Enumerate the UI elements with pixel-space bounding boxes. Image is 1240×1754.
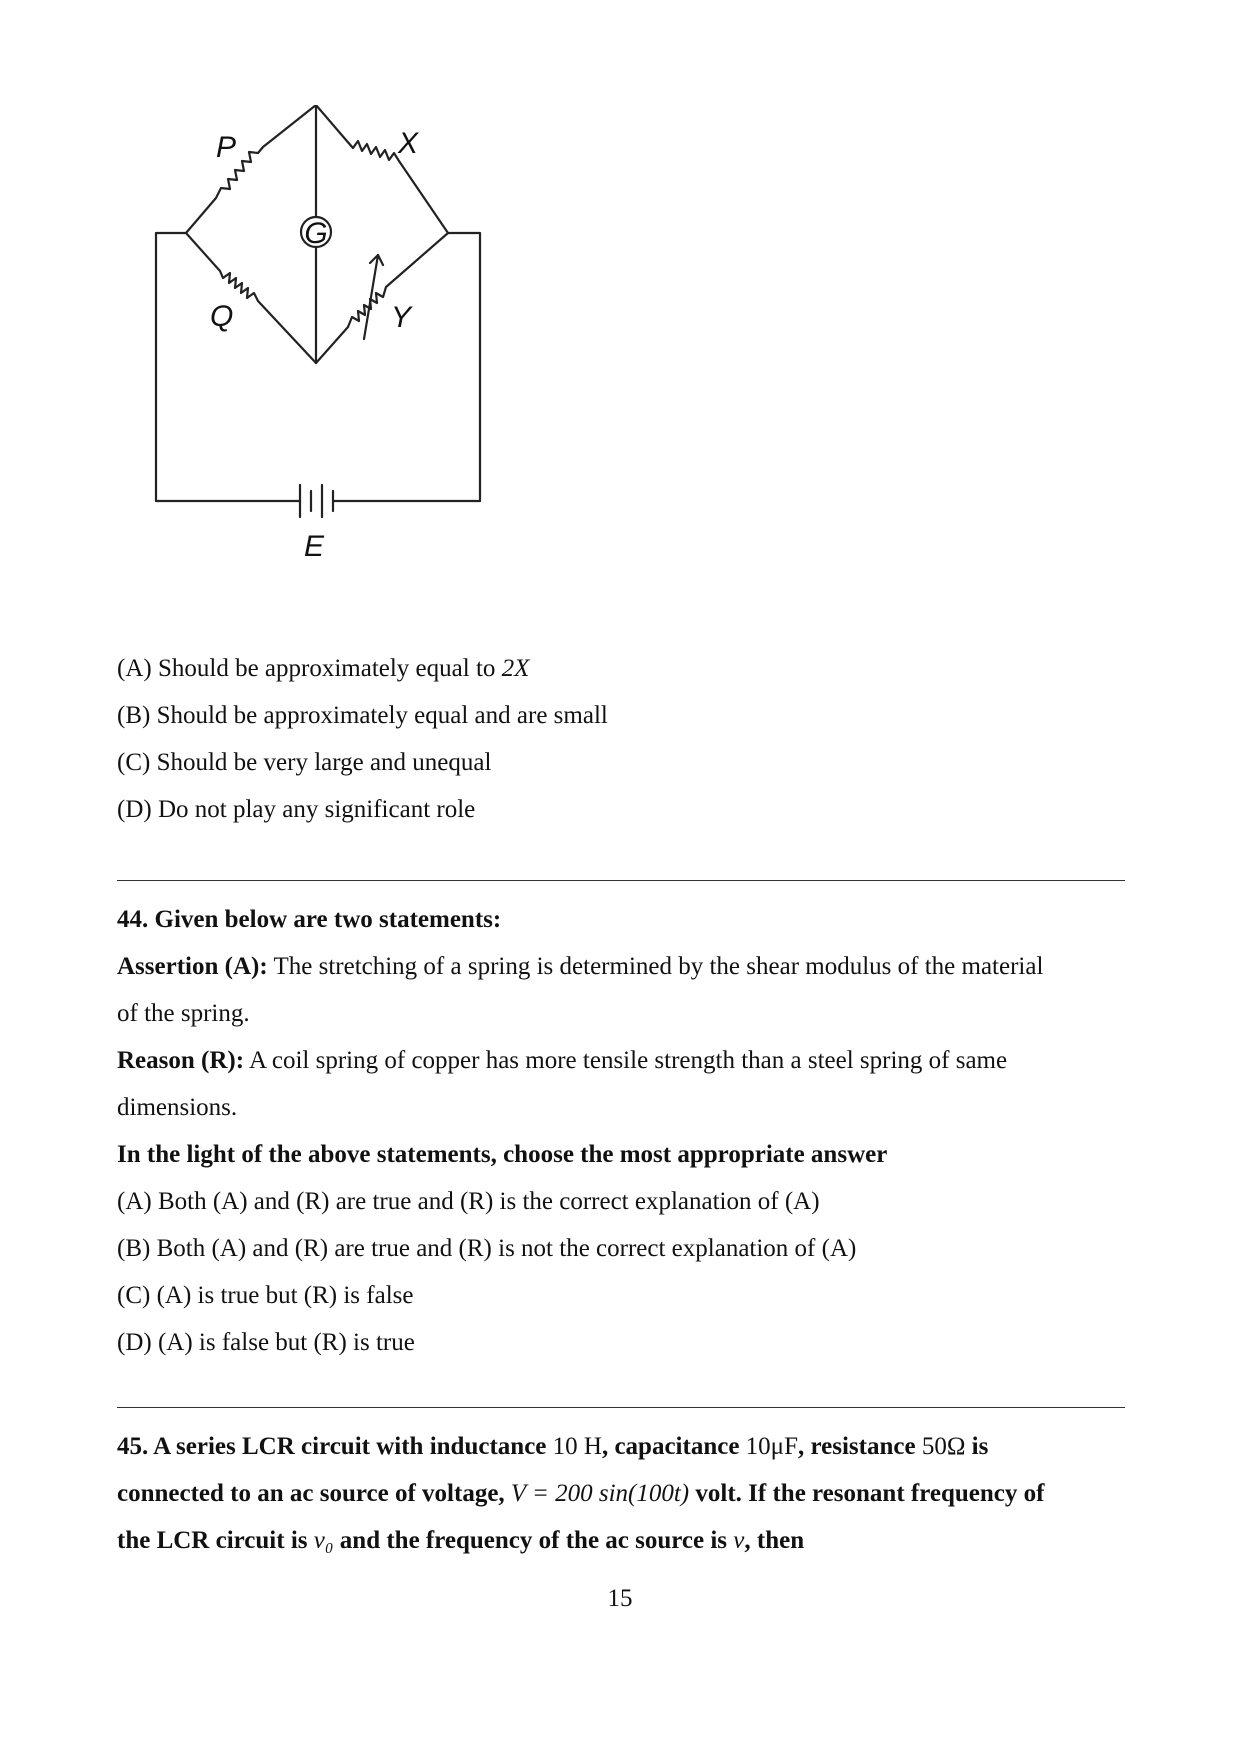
option-text: Both (A) and (R) are true and (R) is not the correct explanation of (A) — [156, 1235, 857, 1262]
resistor-x — [316, 105, 448, 233]
page-number: 15 — [607, 1585, 633, 1612]
q44-option-b[interactable] — [117, 1233, 856, 1265]
q44-option-d[interactable] — [117, 1327, 415, 1359]
label-y: Y — [391, 301, 412, 334]
q45-text: , resistance — [797, 1433, 916, 1460]
option-text: (A) is false but (R) is true — [157, 1329, 415, 1356]
q44-instruction: In the light of the above statements, choose the most appropriate answer — [117, 1141, 888, 1168]
wheatstone-bridge-diagram — [150, 105, 550, 635]
option-label: (D) — [117, 1329, 152, 1356]
option-text: Should be approximately equal and are small — [156, 702, 608, 729]
q43-option-b[interactable] — [117, 700, 608, 732]
q44-assertion-cont: of the spring. — [117, 1000, 250, 1027]
source-frequency-symbol: ν — [733, 1527, 745, 1554]
resistor-p — [186, 105, 316, 233]
voltage-expression: V = 200 sin(100t) — [510, 1480, 690, 1507]
reason-label: Reason (R): — [117, 1047, 245, 1074]
q45-text: , then — [744, 1527, 805, 1554]
q43-option-d[interactable] — [117, 794, 475, 826]
option-text: Should be approximately equal to — [157, 655, 496, 682]
option-label: (A) — [117, 1188, 152, 1215]
resonant-frequency-symbol: ν₀ — [313, 1527, 334, 1554]
option-text: (A) is true but (R) is false — [156, 1282, 414, 1309]
option-label: (C) — [117, 749, 151, 776]
q43-option-a[interactable] — [117, 653, 529, 685]
q45-text: 45. A series LCR circuit with inductance — [117, 1433, 547, 1460]
q45-line-3 — [117, 1525, 804, 1557]
q45-text: connected to an ac source of voltage, — [117, 1480, 505, 1507]
q45-text: and the frequency of the ac source is — [339, 1527, 728, 1554]
capacitance-value: 10μF — [745, 1433, 798, 1460]
assertion-label: Assertion (A): — [117, 953, 268, 980]
q44-option-c[interactable] — [117, 1280, 413, 1312]
option-math: 2X — [501, 655, 530, 682]
resistor-y — [316, 233, 448, 363]
option-text: Both (A) and (R) are true and (R) is the correct explanation of (A) — [157, 1188, 820, 1215]
q44-reason — [117, 1045, 1007, 1077]
q44-assertion — [117, 951, 1043, 983]
label-p: P — [216, 131, 237, 164]
q44-option-a[interactable] — [117, 1186, 820, 1218]
q45-line-1 — [117, 1431, 988, 1463]
label-x: X — [398, 127, 419, 160]
option-label: (B) — [117, 702, 151, 729]
q44-heading: 44. Given below are two statements: — [117, 906, 502, 933]
outer-wire-right — [333, 233, 480, 501]
q45-text: the LCR circuit is — [117, 1527, 308, 1554]
divider — [117, 880, 1125, 881]
q45-text: is — [971, 1433, 989, 1460]
resistance-value: 50Ω — [921, 1433, 966, 1460]
q45-text: volt. If the resonant frequency of — [695, 1480, 1045, 1507]
option-label: (D) — [117, 796, 152, 823]
divider — [117, 1407, 1125, 1408]
label-e: E — [304, 530, 325, 563]
option-label: (C) — [117, 1282, 151, 1309]
q45-line-2 — [117, 1478, 1044, 1510]
reason-text: A coil spring of copper has more tensile strength than a steel spring of same — [248, 1047, 1008, 1074]
option-label: (A) — [117, 655, 152, 682]
label-q: Q — [210, 300, 234, 333]
assertion-text: The stretching of a spring is determined by the shear modulus of the material — [273, 953, 1044, 980]
inductance-value: 10 H — [552, 1433, 602, 1460]
battery-symbol — [300, 485, 333, 517]
q44-reason-cont: dimensions. — [117, 1094, 238, 1121]
q43-option-c[interactable] — [117, 747, 491, 779]
resistor-q — [186, 233, 316, 363]
galvanometer-label: G — [304, 217, 328, 250]
option-label: (B) — [117, 1235, 151, 1262]
option-text: Should be very large and unequal — [156, 749, 492, 776]
option-text: Do not play any significant role — [157, 796, 476, 823]
q45-text: , capacitance — [601, 1433, 740, 1460]
